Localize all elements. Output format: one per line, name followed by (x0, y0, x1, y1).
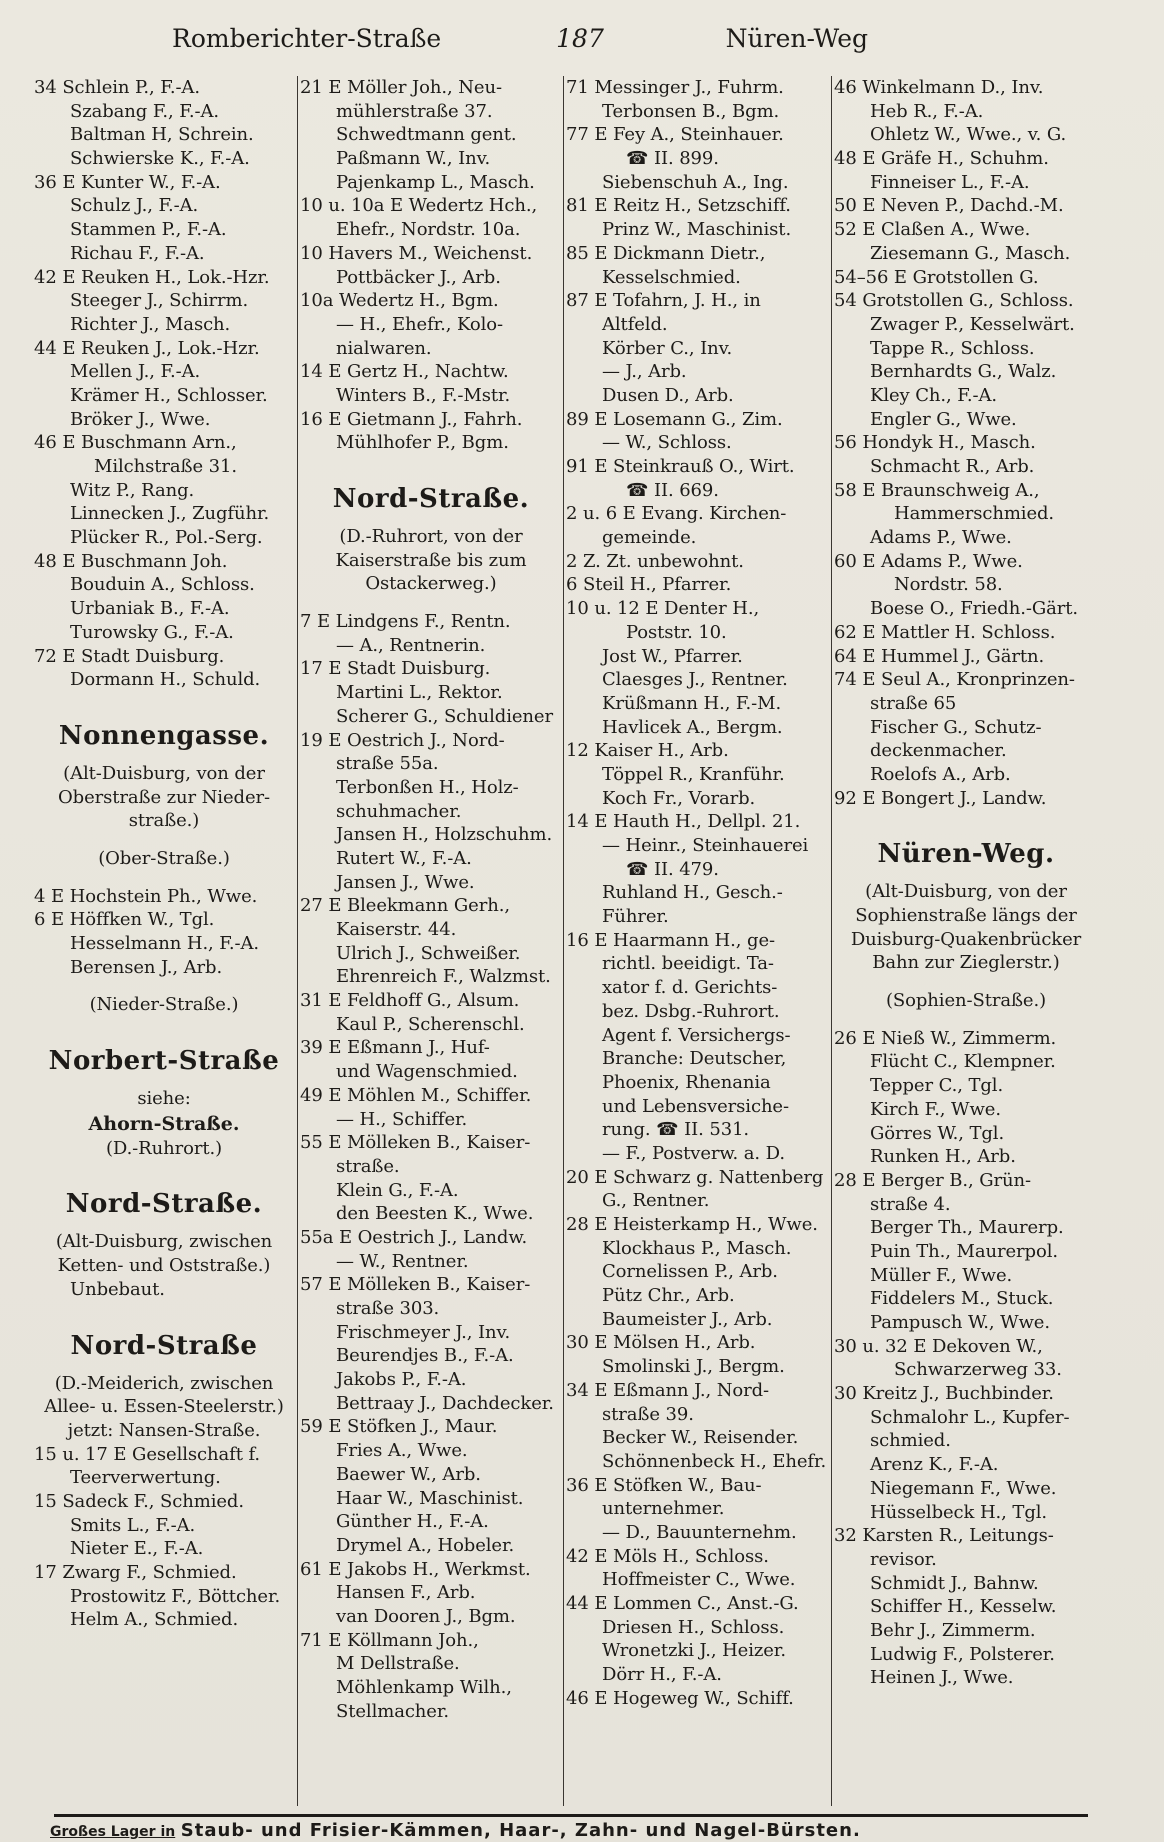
spacer (834, 810, 1098, 824)
resident-entry: Winters B., F.-Mstr. (336, 384, 511, 406)
resident-entry: revisor. (870, 1548, 937, 1570)
street-note: Bahn zur Zieglerstr.) (872, 952, 1060, 974)
resident-entry: Bröker J., Wwe. (70, 408, 211, 430)
resident-entry: Linnecken J., Zugführ. (70, 503, 270, 525)
street-note: Sophienstraße längs der (855, 905, 1077, 926)
spacer (834, 975, 1098, 989)
house-entry: 17 Zwarg F., Schmied. (34, 1562, 237, 1583)
resident-entry: Pütz Chr., Arb. (602, 1285, 735, 1307)
street-note: jetzt: Nansen-Straße. (67, 1419, 261, 1441)
resident-entry: — H., Ehefr., Kolo- (336, 313, 503, 335)
spacer (34, 871, 294, 885)
resident-entry: Arenz K., F.-A. (870, 1454, 999, 1476)
resident-entry: Schwierske K., F.-A. (70, 148, 250, 170)
street-heading: Nüren-Weg. (877, 839, 1055, 870)
spacer (300, 455, 562, 469)
resident-entry: Driesen H., Schloss. (602, 1616, 785, 1638)
resident-entry: straße 55a. (336, 753, 439, 775)
resident-entry: Kirch F., Wwe. (870, 1098, 1001, 1120)
resident-entry: Terbonßen H., Holz- (336, 776, 519, 798)
resident-entry: Flücht C., Klempner. (870, 1051, 1056, 1073)
resident-entry: Boese O., Friedh.-Gärt. (870, 598, 1078, 620)
resident-entry: Hansen F., Arb. (336, 1582, 476, 1604)
house-entry: 32 Karsten R., Leitungs- (834, 1525, 1054, 1547)
resident-entry: Bernhardts G., Walz. (870, 361, 1057, 383)
resident-entry: Führer. (602, 906, 669, 928)
house-entry: 62 E Mattler H. Schloss. (834, 621, 1056, 643)
house-entry: 85 E Dickmann Dietr., (566, 242, 766, 264)
resident-entry: Becker W., Reisender. (602, 1427, 799, 1449)
resident-entry: Roelofs A., Arb. (870, 763, 1011, 785)
resident-entry: Kesselschmied. (602, 266, 741, 288)
street-heading: Nord-Straße. (332, 484, 530, 514)
resident-entry: Steeger J., Schirrm. (70, 290, 249, 312)
advertisement-banner (50, 1822, 1120, 1840)
house-entry: 50 E Neven P., Dachd.-M. (834, 195, 1064, 217)
house-entry: 10 Havers M., Weichenst. (300, 242, 533, 264)
resident-entry: Klockhaus P., Masch. (602, 1237, 792, 1259)
spacer (34, 1017, 294, 1031)
column-divider (563, 76, 564, 1806)
resident-entry: Jansen J., Wwe. (336, 871, 475, 893)
resident-entry: Unbebaut. (70, 1278, 165, 1300)
resident-entry: Fiddelers M., Stuck. (870, 1288, 1054, 1310)
house-entry: 15 Sadeck F., Schmied. (34, 1490, 244, 1512)
resident-entry: Behr J., Zimmerm. (870, 1619, 1036, 1641)
house-entry: 60 E Adams P., Wwe. (834, 550, 1023, 572)
resident-entry: Tepper C., Tgl. (870, 1075, 1004, 1097)
street-note: (Sophien-Straße.) (885, 990, 1046, 1012)
house-entry: 55 E Mölleken B., Kaiser- (300, 1132, 531, 1154)
resident-entry: Görres W., Tgl. (870, 1122, 1005, 1144)
street-note: siehe: (137, 1088, 191, 1110)
street-note: Allee- u. Essen-Steelerstr.) (44, 1396, 284, 1418)
resident-entry: Ulrich J., Schweißer. (336, 942, 521, 964)
spacer (34, 1160, 294, 1174)
house-entry: 64 E Hummel J., Gärtn. (834, 645, 1045, 667)
street-note: Ostackerweg.) (365, 573, 497, 595)
resident-entry: Nieter E., F.-A. (70, 1538, 204, 1560)
house-entry: 34 E Eßmann J., Nord- (566, 1379, 770, 1401)
spacer (34, 979, 294, 993)
house-entry: 14 E Hauth H., Dellpl. 21. (566, 811, 801, 833)
resident-entry: Tappe R., Schloss. (870, 337, 1035, 359)
street-reference: Ahorn-Straße. (88, 1112, 240, 1135)
entry-continuation: Milchstraße 31. (94, 456, 237, 477)
running-header-right: Nüren-Weg (725, 24, 868, 53)
house-entry: 48 E Buschmann Joh. (34, 550, 228, 572)
street-note: (Alt-Duisburg, von der (63, 762, 265, 784)
resident-entry: Phoenix, Rhenania (602, 1071, 771, 1093)
house-entry: 81 E Reitz H., Setzschiff. (566, 195, 791, 217)
house-entry: 48 E Gräfe H., Schuhm. (834, 148, 1049, 170)
resident-entry: straße 65 (870, 692, 957, 714)
resident-entry: — F., Postverw. a. D. (602, 1142, 785, 1164)
resident-entry: Pottbäcker J., Arb. (336, 266, 501, 288)
street-note: Ketten- und Oststraße.) (57, 1255, 271, 1277)
resident-entry: Pampusch W., Wwe. (870, 1312, 1050, 1333)
resident-entry: Scherer G., Schuldiener (336, 705, 553, 727)
house-entry: 6 Steil H., Pfarrer. (566, 574, 732, 596)
resident-entry: Smits L., F.-A. (70, 1514, 196, 1536)
house-entry: 36 E Stöfken W., Bau- (566, 1474, 762, 1496)
resident-entry: Mühlhofer P., Bgm. (336, 432, 509, 454)
resident-entry: Claesges J., Rentner. (602, 669, 788, 691)
house-entry: 52 E Claßen A., Wwe. (834, 219, 1031, 241)
resident-entry: Kaul P., Scherenschl. (336, 1013, 525, 1035)
house-entry: 2 Z. Zt. unbewohnt. (566, 550, 744, 572)
footer-rule (54, 1814, 1088, 1817)
resident-entry: den Beesten K., Wwe. (336, 1203, 534, 1225)
resident-entry: — Heinr., Steinhauerei (602, 835, 809, 856)
house-entry: 54–56 E Grotstollen G. (834, 266, 1039, 288)
house-entry: 7 E Lindgens F., Rentn. (300, 611, 511, 633)
resident-entry: Berensen J., Arb. (70, 956, 223, 978)
resident-entry: Schwedtmann gent. (336, 124, 517, 146)
resident-entry: Altfeld. (602, 313, 668, 335)
resident-entry: Teerverwertung. (70, 1467, 221, 1489)
house-entry: 36 E Kunter W., F.-A. (34, 171, 221, 193)
house-entry: 46 E Hogeweg W., Schiff. (566, 1687, 794, 1709)
resident-entry: Turowsky G., F.-A. (70, 621, 234, 643)
entry-continuation: ☎ II. 899. (626, 148, 719, 170)
house-entry: 77 E Fey A., Steinhauer. (566, 124, 784, 146)
house-entry: 30 u. 32 E Dekoven W., (834, 1335, 1043, 1357)
house-entry: 92 E Bongert J., Landw. (834, 787, 1047, 809)
house-entry: 34 Schlein P., F.-A. (34, 77, 200, 98)
house-entry: 87 E Tofahrn, J. H., in (566, 290, 761, 312)
house-entry: 46 E Buschmann Arn., (34, 432, 237, 454)
street-note: (D.-Meiderich, zwischen (54, 1372, 274, 1394)
resident-entry: Schönnenbeck H., Ehefr. (602, 1450, 827, 1472)
resident-entry: Pajenkamp L., Masch. (336, 171, 535, 193)
house-entry: 19 E Oestrich J., Nord- (300, 729, 505, 751)
house-entry: 72 E Stadt Duisburg. (34, 645, 225, 667)
resident-entry: Bouduin A., Schloss. (70, 574, 255, 596)
resident-entry: straße 4. (870, 1193, 951, 1215)
spacer (34, 1302, 294, 1316)
resident-entry: xator f. d. Gerichts- (602, 977, 778, 999)
house-entry: 74 E Seul A., Kronprinzen- (834, 669, 1075, 691)
house-entry: 56 Hondyk H., Masch. (834, 432, 1036, 454)
resident-entry: Schulz J., F.-A. (70, 195, 199, 217)
resident-entry: nialwaren. (336, 337, 432, 359)
resident-entry: Engler G., Wwe. (870, 408, 1017, 430)
resident-entry: mühlerstraße 37. (336, 100, 493, 122)
resident-entry: — J., Arb. (602, 361, 687, 383)
resident-entry: — A., Rentnerin. (336, 634, 486, 656)
house-entry: 55a E Oestrich J., Landw. (300, 1226, 528, 1248)
resident-entry: Ziesemann G., Masch. (870, 242, 1071, 264)
resident-entry: Dormann H., Schuld. (70, 669, 261, 691)
street-heading: Norbert-Straße (48, 1046, 280, 1077)
resident-entry: Havlicek A., Bergm. (602, 716, 783, 738)
resident-entry: Schmacht R., Arb. (870, 456, 1035, 477)
resident-entry: Zwager P., Kesselwärt. (870, 313, 1075, 335)
entry-continuation: Poststr. 10. (626, 621, 727, 643)
resident-entry: straße. (336, 1155, 400, 1177)
house-entry: 89 E Losemann G., Zim. (566, 408, 783, 430)
resident-entry: Klein G., F.-A. (336, 1179, 459, 1201)
resident-entry: Richter J., Masch. (70, 313, 231, 335)
street-heading: Nord-Straße (70, 1330, 258, 1361)
house-entry: 71 Messinger J., Fuhrm. (566, 77, 784, 98)
resident-entry: Terbonsen B., Bgm. (602, 100, 780, 122)
house-entry: 14 E Gertz H., Nachtw. (300, 361, 509, 383)
resident-entry: Szabang F., F.-A. (70, 100, 219, 122)
house-entry: 17 E Stadt Duisburg. (300, 658, 491, 680)
resident-entry: Koch Fr., Vorarb. (602, 787, 756, 809)
house-entry: 20 E Schwarz g. Nattenberg (566, 1166, 824, 1188)
resident-entry: Schiffer H., Kesselw. (870, 1596, 1057, 1618)
resident-entry: Ehrenreich F., Walzmst. (336, 966, 551, 988)
street-note: Oberstraße zur Nieder- (58, 786, 270, 808)
resident-entry: Töppel R., Kranführ. (602, 763, 785, 785)
resident-entry: G., Rentner. (602, 1190, 710, 1212)
resident-entry: Drymel A., Hobeler. (336, 1534, 515, 1556)
resident-entry: straße 303. (336, 1298, 440, 1319)
entry-continuation: Nordstr. 58. (894, 574, 1003, 596)
resident-entry: Jakobs P., F.-A. (336, 1369, 467, 1391)
resident-entry: Schmalohr L., Kupfer- (870, 1406, 1070, 1428)
resident-entry: Urbaniak B., F.-A. (70, 598, 230, 620)
resident-entry: M Dellstraße. (336, 1653, 460, 1675)
resident-entry: Helm A., Schmied. (70, 1609, 239, 1631)
resident-entry: Baumeister J., Arb. (602, 1308, 773, 1330)
resident-entry: bez. Dsbg.-Ruhrort. (602, 1000, 780, 1022)
resident-entry: Stellmacher. (336, 1700, 450, 1722)
resident-entry: Puin Th., Maurerpol. (870, 1240, 1058, 1262)
resident-entry: straße 39. (602, 1403, 694, 1425)
street-heading: Nonnengasse. (58, 720, 270, 751)
resident-entry: Heb R., F.-A. (870, 100, 984, 122)
resident-entry: — H., Schiffer. (336, 1108, 468, 1130)
house-entry: 2 u. 6 E Evang. Kirchen- (566, 503, 787, 525)
house-entry: 10 u. 10a E Wedertz Hch., (300, 195, 538, 217)
house-entry: 42 E Möls H., Schloss. (566, 1545, 769, 1567)
resident-entry: Richau F., F.-A. (70, 242, 205, 264)
directory-column-1 (34, 76, 294, 1812)
house-entry: 28 E Heisterkamp H., Wwe. (566, 1214, 818, 1235)
resident-entry: Dörr H., F.-A. (602, 1664, 722, 1686)
resident-entry: Siebenschuh A., Ing. (602, 171, 789, 193)
resident-entry: Dusen D., Arb. (602, 384, 734, 406)
house-entry: 15 u. 17 E Gesellschaft f. (34, 1443, 260, 1465)
resident-entry: Prostowitz F., Böttcher. (70, 1585, 281, 1607)
resident-entry: schmied. (870, 1430, 951, 1452)
resident-entry: Bettraay J., Dachdecker. (336, 1392, 554, 1414)
resident-entry: Hoffmeister C., Wwe. (602, 1569, 796, 1591)
house-entry: 28 E Berger B., Grün- (834, 1169, 1032, 1191)
house-entry: 4 E Hochstein Ph., Wwe. (34, 885, 258, 907)
house-entry: 10a Wedertz H., Bgm. (300, 290, 499, 312)
resident-entry: Jansen H., Holzschuhm. (336, 824, 553, 846)
resident-entry: schuhmacher. (336, 800, 462, 822)
resident-entry: Prinz W., Maschinist. (602, 219, 792, 241)
directory-column-3 (566, 76, 830, 1812)
resident-entry: Baewer W., Arb. (336, 1463, 481, 1485)
street-note: (Ober-Straße.) (98, 847, 230, 869)
resident-entry: Müller F., Wwe. (870, 1264, 1013, 1286)
resident-entry: Ludwig F., Polsterer. (870, 1643, 1055, 1665)
entry-continuation: ☎ II. 479. (626, 858, 719, 880)
resident-entry: Cornelissen P., Arb. (602, 1261, 778, 1283)
house-entry: 44 E Lommen C., Anst.-G. (566, 1593, 799, 1614)
house-entry: 16 E Gietmann J., Fahrh. (300, 408, 523, 430)
column-divider (831, 76, 832, 1806)
street-note: (Alt-Duisburg, zwischen (55, 1231, 273, 1253)
resident-entry: Berger Th., Maurerp. (870, 1217, 1064, 1239)
directory-column-2 (300, 76, 562, 1812)
column-divider (297, 76, 298, 1806)
resident-entry: richtl. beeidigt. Ta- (602, 953, 774, 975)
resident-entry: Ohletz W., Wwe., v. G. (870, 124, 1067, 146)
house-entry: 30 E Mölsen H., Arb. (566, 1332, 756, 1354)
page-number: 187 (556, 24, 604, 53)
house-entry: 10 u. 12 E Denter H., (566, 598, 760, 620)
resident-entry: Adams P., Wwe. (870, 527, 1012, 549)
resident-entry: Schmidt J., Bahnw. (870, 1572, 1039, 1594)
resident-entry: Haar W., Maschinist. (336, 1487, 524, 1509)
house-entry: 39 E Eßmann J., Huf- (300, 1037, 490, 1059)
resident-entry: van Dooren J., Bgm. (336, 1605, 516, 1627)
running-header-left: Romberichter-Straße (172, 24, 442, 53)
resident-entry: Krämer H., Schlosser. (70, 384, 268, 406)
street-note: (D.-Ruhrort, von der (339, 526, 523, 547)
resident-entry: und Lebensversiche- (602, 1095, 789, 1117)
resident-entry: Heinen J., Wwe. (870, 1667, 1014, 1689)
resident-entry: Finneiser L., F.-A. (870, 171, 1030, 193)
resident-entry: Hüsselbeck H., Tgl. (870, 1501, 1048, 1523)
house-entry: 16 E Haarmann H., ge- (566, 929, 775, 951)
house-entry: 59 E Stöfken J., Maur. (300, 1416, 498, 1438)
house-entry: 31 E Feldhoff G., Alsum. (300, 990, 520, 1012)
resident-entry: Runken H., Arb. (870, 1146, 1016, 1168)
resident-entry: Agent f. Versichergs- (602, 1024, 791, 1046)
resident-entry: Branche: Deutscher, (602, 1048, 787, 1070)
resident-entry: Rutert W., F.-A. (336, 847, 472, 869)
house-entry: 49 E Möhlen M., Schiffer. (300, 1084, 532, 1106)
resident-entry: Kaiserstr. 44. (336, 919, 457, 940)
resident-entry: Niegemann F., Wwe. (870, 1477, 1057, 1499)
resident-entry: Ehefr., Nordstr. 10a. (336, 219, 521, 241)
resident-entry: Fischer G., Schutz- (870, 716, 1042, 738)
resident-entry: Ruhland H., Gesch.- (602, 882, 783, 904)
entry-continuation: Schwarzerweg 33. (894, 1359, 1062, 1381)
house-entry: 21 E Möller Joh., Neu- (300, 77, 502, 98)
resident-entry: Fries A., Wwe. (336, 1440, 468, 1462)
house-entry: 91 E Steinkrauß O., Wirt. (566, 456, 795, 477)
resident-entry: gemeinde. (602, 527, 697, 549)
house-entry: 27 E Bleekmann Gerh., (300, 895, 510, 917)
resident-entry: Wronetzki J., Heizer. (602, 1640, 786, 1662)
spacer (34, 833, 294, 847)
resident-entry: Witz P., Rang. (70, 479, 195, 501)
spacer (34, 692, 294, 706)
resident-entry: Hesselmann H., F.-A. (70, 933, 260, 954)
resident-entry: Beurendjes B., F.-A. (336, 1345, 514, 1367)
house-entry: 42 E Reuken H., Lok.-Hzr. (34, 266, 270, 288)
ad-main-text: Staub- und Frisier-Kämmen, Haar-, Zahn- und Nagel-Bürsten. (180, 1822, 861, 1840)
house-entry: 57 E Mölleken B., Kaiser- (300, 1274, 531, 1296)
house-entry: 54 Grotstollen G., Schloss. (834, 290, 1074, 312)
street-note: straße.) (128, 810, 200, 832)
resident-entry: Kley Ch., F.-A. (870, 384, 997, 406)
ad-lead-text: Großes Lager in (50, 1824, 176, 1840)
resident-entry: Plücker R., Pol.-Serg. (70, 527, 263, 549)
spacer (834, 1013, 1098, 1027)
resident-entry: rung. ☎ II. 531. (602, 1119, 750, 1141)
street-heading: Nord-Straße. (65, 1189, 263, 1220)
resident-entry: und Wagenschmied. (336, 1061, 518, 1083)
house-entry: 30 Kreitz J., Buchbinder. (834, 1383, 1054, 1405)
resident-entry: Mellen J., F.-A. (70, 361, 201, 383)
resident-entry: — W., Schloss. (602, 432, 732, 454)
resident-entry: Jost W., Pfarrer. (602, 645, 743, 667)
resident-entry: deckenmacher. (870, 740, 1007, 762)
resident-entry: — D., Bauunternehm. (602, 1521, 797, 1543)
resident-entry: Krüßmann H., F.-M. (602, 692, 782, 714)
resident-entry: Paßmann W., Inv. (336, 148, 491, 170)
street-note: Duisburg-Quakenbrücker (850, 928, 1082, 950)
directory-column-4 (834, 76, 1098, 1812)
entry-continuation: Hammerschmied. (894, 503, 1055, 525)
resident-entry: Stammen P., F.-A. (70, 219, 227, 241)
house-entry: 58 E Braunschweig A., (834, 479, 1040, 501)
resident-entry: Günther H., F.-A. (336, 1511, 489, 1533)
resident-entry: Körber C., Inv. (602, 337, 733, 359)
house-entry: 46 Winkelmann D., Inv. (834, 77, 1044, 98)
house-entry: 12 Kaiser H., Arb. (566, 740, 729, 762)
spacer (300, 596, 562, 610)
entry-continuation: ☎ II. 669. (626, 479, 719, 501)
resident-entry: Baltman H, Schrein. (70, 124, 254, 146)
street-note: (Alt-Duisburg, von der (865, 881, 1067, 903)
house-entry: 26 E Nieß W., Zimmerm. (834, 1027, 1057, 1049)
resident-entry: unternehmer. (602, 1498, 725, 1520)
house-entry: 61 E Jakobs H., Werkmst. (300, 1558, 531, 1580)
street-note: (D.-Ruhrort.) (105, 1137, 223, 1159)
street-note: Kaiserstraße bis zum (335, 549, 527, 571)
resident-entry: Smolinski J., Bergm. (602, 1356, 785, 1378)
street-note: (Nieder-Straße.) (89, 994, 239, 1016)
resident-entry: Martini L., Rektor. (336, 682, 503, 704)
house-entry: 71 E Köllmann Joh., (300, 1629, 479, 1651)
resident-entry: Frischmeyer J., Inv. (336, 1321, 511, 1343)
house-entry: 6 E Höffken W., Tgl. (34, 909, 215, 931)
resident-entry: Möhlenkamp Wilh., (336, 1677, 512, 1698)
resident-entry: — W., Rentner. (336, 1250, 469, 1272)
house-entry: 44 E Reuken J., Lok.-Hzr. (34, 337, 260, 359)
